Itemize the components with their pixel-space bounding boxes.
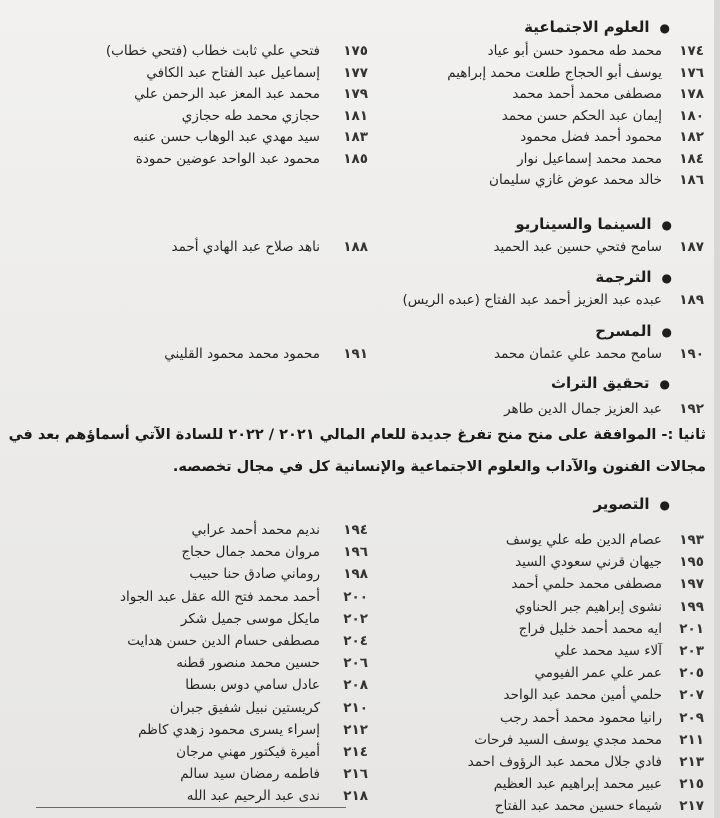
entry-number: ١٨٢ <box>679 129 704 145</box>
entry-name: إسراء يسرى محمود زهدي كاظم <box>138 721 320 738</box>
entry-name: كريستين نبيل شفيق جبران <box>169 699 320 716</box>
entry-name: محمد طه محمود حسن أبو عياد <box>487 43 662 59</box>
entry-number: ١٩٩ <box>679 598 704 615</box>
entry-number: ١٨١ <box>343 107 368 124</box>
entry-number: ١٨٦ <box>679 172 704 188</box>
entry-name: مصطفى محمد أحمد محمد <box>512 86 662 102</box>
entry-name: ندى عبد الرحيم عبد الله <box>186 788 320 805</box>
entry-name: محمود عبد الواحد عوضين حمودة <box>135 150 320 167</box>
section-heading-heritage: ●تحقيق التراث <box>550 374 670 392</box>
entry-number: ٢١٣ <box>679 754 704 770</box>
entry-name: نشوى إبراهيم جبر الحناوي <box>515 598 662 615</box>
entry-number: ١٨٥ <box>343 150 368 167</box>
entry-number: ٢٠٨ <box>343 677 368 694</box>
entry-number: ١٩٢ <box>679 401 704 417</box>
entry-number: ١٨٩ <box>679 292 704 308</box>
entry-number: ١٩٤ <box>343 522 368 538</box>
entry-name: فتحي علي ثابت خطاب (فتحي خطاب) <box>105 43 320 59</box>
bullet-icon: ● <box>661 218 672 232</box>
entry-name: نديم محمد أحمد عرابي <box>191 522 320 538</box>
entry-number: ١٩٠ <box>679 346 704 362</box>
entry-number: ١٧٨ <box>679 86 704 102</box>
entry-number: ٢٠٤ <box>343 633 368 649</box>
entry-number: ١٧٤ <box>679 43 704 59</box>
entry-name: مروان محمد جمال حجاج <box>181 544 320 561</box>
entry-number: ٢١٢ <box>343 721 368 738</box>
entry-name: محمود أحمد فضل محمود <box>520 129 662 145</box>
entry-number: ٢١٥ <box>679 776 704 793</box>
footer-rule <box>36 807 346 808</box>
entry-name: روماني صادق حنا حبيب <box>189 566 320 583</box>
entry-name: ايه محمد أحمد خليل فراج <box>518 620 662 637</box>
page-edge <box>714 0 720 818</box>
entry-name: مايكل موسى جميل شكر <box>180 610 320 627</box>
entry-name: عادل سامي دوس بسطا <box>185 677 320 694</box>
entry-number: ٢١١ <box>679 731 704 748</box>
entry-name: آلاء سيد محمد علي <box>554 643 662 659</box>
entry-number: ٢٠٧ <box>679 687 704 704</box>
entry-number: ١٧٩ <box>343 86 368 102</box>
entry-name: محمود محمد محمود القليني <box>164 346 320 362</box>
entry-number: ١٩١ <box>343 346 368 362</box>
entry-number: ١٨٨ <box>343 239 368 255</box>
entry-name: إسماعيل عبد الفتاح عبد الكافي <box>146 64 320 81</box>
entry-name: سامح محمد علي عثمان محمد <box>494 346 662 362</box>
paragraph-line-1: ثانيا :- الموافقة على منح منح تفرغ جديدة للعام المالي ٢٠٢١ / ٢٠٢٢ للسادة الآتي أسماؤهم بعد في <box>8 427 706 443</box>
entry-number: ٢١٦ <box>343 766 368 783</box>
bullet-icon: ● <box>659 498 670 512</box>
entry-name: شيماء حسين محمد عبد الفتاح <box>494 798 662 815</box>
entry-name: ناهد صلاح عبد الهادي أحمد <box>171 239 320 255</box>
entry-name: عصام الدين طه علي يوسف <box>505 532 662 548</box>
entry-number: ١٨٠ <box>679 107 704 124</box>
entry-name: عبير محمد إبراهيم عبد العظيم <box>493 776 662 793</box>
section-heading-social: ●العلوم الاجتماعية <box>524 18 670 36</box>
entry-number: ١٧٥ <box>343 43 368 59</box>
entry-name: مصطفى محمد حلمي أحمد <box>511 576 662 593</box>
entry-name: فاطمه رمضان سيد سالم <box>180 766 320 783</box>
entry-number: ١٩٥ <box>679 554 704 571</box>
entry-number: ٢١٤ <box>343 744 368 760</box>
entry-number: ١٩٦ <box>343 544 368 561</box>
section-heading-cinema: ●السينما والسيناريو <box>515 215 672 233</box>
entry-number: ١٩٧ <box>679 576 704 593</box>
section-heading-painting: ●التصوير <box>593 495 670 513</box>
entry-number: ٢٠٩ <box>679 709 704 726</box>
entry-name: سامح فتحي حسين عبد الحميد <box>493 239 662 255</box>
entry-name: إيمان عبد الحكم حسن محمد <box>501 107 662 124</box>
entry-number: ٢١٧ <box>679 798 704 815</box>
entry-number: ٢٠٠ <box>343 588 368 605</box>
entry-name: محمد محمد إسماعيل نوار <box>517 150 662 167</box>
entry-number: ١٧٧ <box>343 64 368 81</box>
entry-name: يوسف أبو الحجاج طلعت محمد إبراهيم <box>447 64 662 81</box>
entry-number: ١٨٤ <box>679 150 704 167</box>
entry-name: عمر علي عمر الفيومي <box>534 665 662 682</box>
section-heading-translation: ●الترجمة <box>595 268 672 286</box>
entry-name: جيهان قرني سعودي السيد <box>515 554 662 571</box>
entry-number: ١٧٦ <box>679 64 704 81</box>
entry-number: ٢٠٣ <box>679 643 704 659</box>
entry-name: محمد مجدي يوسف السيد فرحات <box>474 731 662 748</box>
entry-number: ٢١٨ <box>343 788 368 805</box>
bullet-icon: ● <box>659 377 670 391</box>
entry-name: خالد محمد عوض غازي سليمان <box>489 172 662 188</box>
entry-number: ٢٠٢ <box>343 610 368 627</box>
entry-number: ٢٠٥ <box>679 665 704 682</box>
entry-number: ١٨٧ <box>679 239 704 255</box>
entry-name: أميرة فيكتور مهني مرجان <box>176 744 320 760</box>
entry-name: عبده عبد العزيز أحمد عبد الفتاح (عبده الريس) <box>402 292 662 308</box>
entry-number: ٢١٠ <box>343 699 368 716</box>
entry-number: ٢٠١ <box>679 620 704 637</box>
entry-name: رانيا محمود محمد أحمد رجب <box>499 709 662 726</box>
paragraph-line-2: مجالات الفنون والآداب والعلوم الاجتماعية والإنسانية كل في مجال تخصصه. <box>172 459 706 475</box>
bullet-icon: ● <box>659 21 670 35</box>
entry-name: سيد مهدي عبد الوهاب حسن عنبه <box>132 129 320 145</box>
entry-number: ١٩٣ <box>679 532 704 548</box>
entry-number: ٢٠٦ <box>343 655 368 672</box>
entry-name: فادي جلال محمد عبد الرؤوف احمد <box>467 754 662 770</box>
entry-name: حسين محمد منصور قطنه <box>176 655 320 672</box>
entry-name: حجازي محمد طه حجازي <box>181 107 320 124</box>
entry-name: أحمد محمد فتح الله عقل عبد الجواد <box>119 588 320 605</box>
entry-name: محمد عبد المعز عبد الرحمن علي <box>134 86 320 102</box>
entry-number: ١٩٨ <box>343 566 368 583</box>
section-heading-theater: ●المسرح <box>595 322 672 340</box>
bullet-icon: ● <box>661 325 672 339</box>
entry-name: حلمي أمين محمد عبد الواحد <box>503 687 662 704</box>
bullet-icon: ● <box>661 271 672 285</box>
entry-name: عبد العزيز جمال الدين طاهر <box>504 401 662 417</box>
entry-name: مصطفى حسام الدين حسن هدايت <box>127 633 320 649</box>
entry-number: ١٨٣ <box>343 129 368 145</box>
